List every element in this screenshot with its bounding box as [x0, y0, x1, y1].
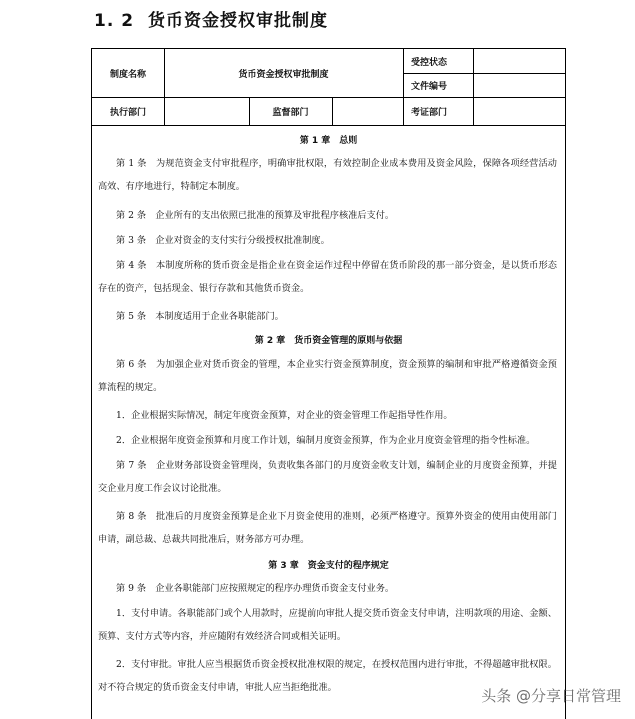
label-document-number: 文件编号 [411, 81, 448, 92]
watermark: 头条 @分享日常管理 [481, 687, 621, 705]
label-executing-dept: 执行部门 [109, 107, 146, 118]
value-document-number [473, 73, 565, 97]
article-paragraph: 第 3 条 企业对资金的支付实行分级授权批准制度。 [116, 235, 330, 246]
label-control-status: 受控状态 [411, 57, 448, 68]
article-paragraph: 第 2 条 企业所有的支出依照已批准的预算及审批程序核准后支付。 [116, 210, 395, 221]
label-policy-name: 制度名称 [109, 69, 146, 80]
table-divider [92, 125, 565, 126]
section-heading [94, 6, 328, 31]
article-paragraph: 第 7 条 企业财务部设资金管理岗，负责收集各部门的月度资金收支计划，编制企业的月度资金预算，并提交企业月度工作会议讨论批准。 [98, 460, 557, 494]
section-number: 1. 2 [94, 11, 135, 31]
value-executing-dept [164, 97, 249, 125]
article-item: 2．企业根据年度资金预算和月度工作计划，编制月度资金预算，作为企业月度资金管理的指令性标准。 [116, 435, 536, 446]
article-paragraph: 第 6 条 为加强企业对货币资金的管理，本企业实行资金预算制度，资金预算的编制和审批严格遵循资金预算流程的规定。 [98, 359, 557, 393]
value-supervising-dept [332, 97, 403, 125]
article-item: 1．支付申请。各职能部门或个人用款时，应提前向审批人提交货币资金支付申请，注明款项的用途、金额、预算、支付方式等内容，并应随附有效经济合同或相关证明。 [98, 608, 557, 642]
label-verifying-dept: 考证部门 [411, 107, 448, 118]
value-verifying-dept [473, 97, 565, 125]
chapter-heading: 第 1 章 总则 [299, 136, 358, 146]
article-item: 2．支付审批。审批人应当根据货币资金授权批准权限的规定，在授权范围内进行审批，不得超越审批权限。对不符合规定的货币资金支付申请，审批人应当拒绝批准。 [98, 659, 557, 693]
policy-document [91, 48, 566, 719]
article-paragraph: 第 8 条 批准后的月度资金预算是企业下月资金使用的准则，必须严格遵守。预算外资金的使用由使用部门申请，副总裁、总裁共同批准后，财务部方可办理。 [98, 511, 557, 545]
policy-body [92, 129, 565, 719]
value-policy-name: 货币资金授权审批制度 [238, 69, 329, 80]
chapter-heading: 第 3 章 资金支付的程序规定 [268, 561, 389, 571]
article-paragraph: 第 5 条 本制度适用于企业各职能部门。 [116, 311, 284, 322]
article-paragraph: 第 1 条 为规范资金支付审批程序，明确审批权限，有效控制企业成本费用及资金风险，保障各项经营活动高效、有序地进行，特制定本制度。 [98, 158, 557, 192]
article-item: 1．企业根据实际情况，制定年度资金预算，对企业的资金管理工作起指导性作用。 [116, 410, 453, 421]
value-control-status [473, 49, 565, 73]
section-title: 货币资金授权审批制度 [148, 11, 329, 31]
article-paragraph: 第 9 条 企业各职能部门应按照规定的程序办理货币资金支付业务。 [116, 583, 395, 594]
chapter-heading: 第 2 章 货币资金管理的原则与依据 [254, 336, 403, 346]
label-supervising-dept: 监督部门 [272, 107, 309, 118]
article-paragraph: 第 4 条 本制度所称的货币资金是指企业在资金运作过程中停留在货币阶段的那一部分资金，是以货币形态存在的资产，包括现金、银行存款和其他货币资金。 [98, 260, 557, 294]
